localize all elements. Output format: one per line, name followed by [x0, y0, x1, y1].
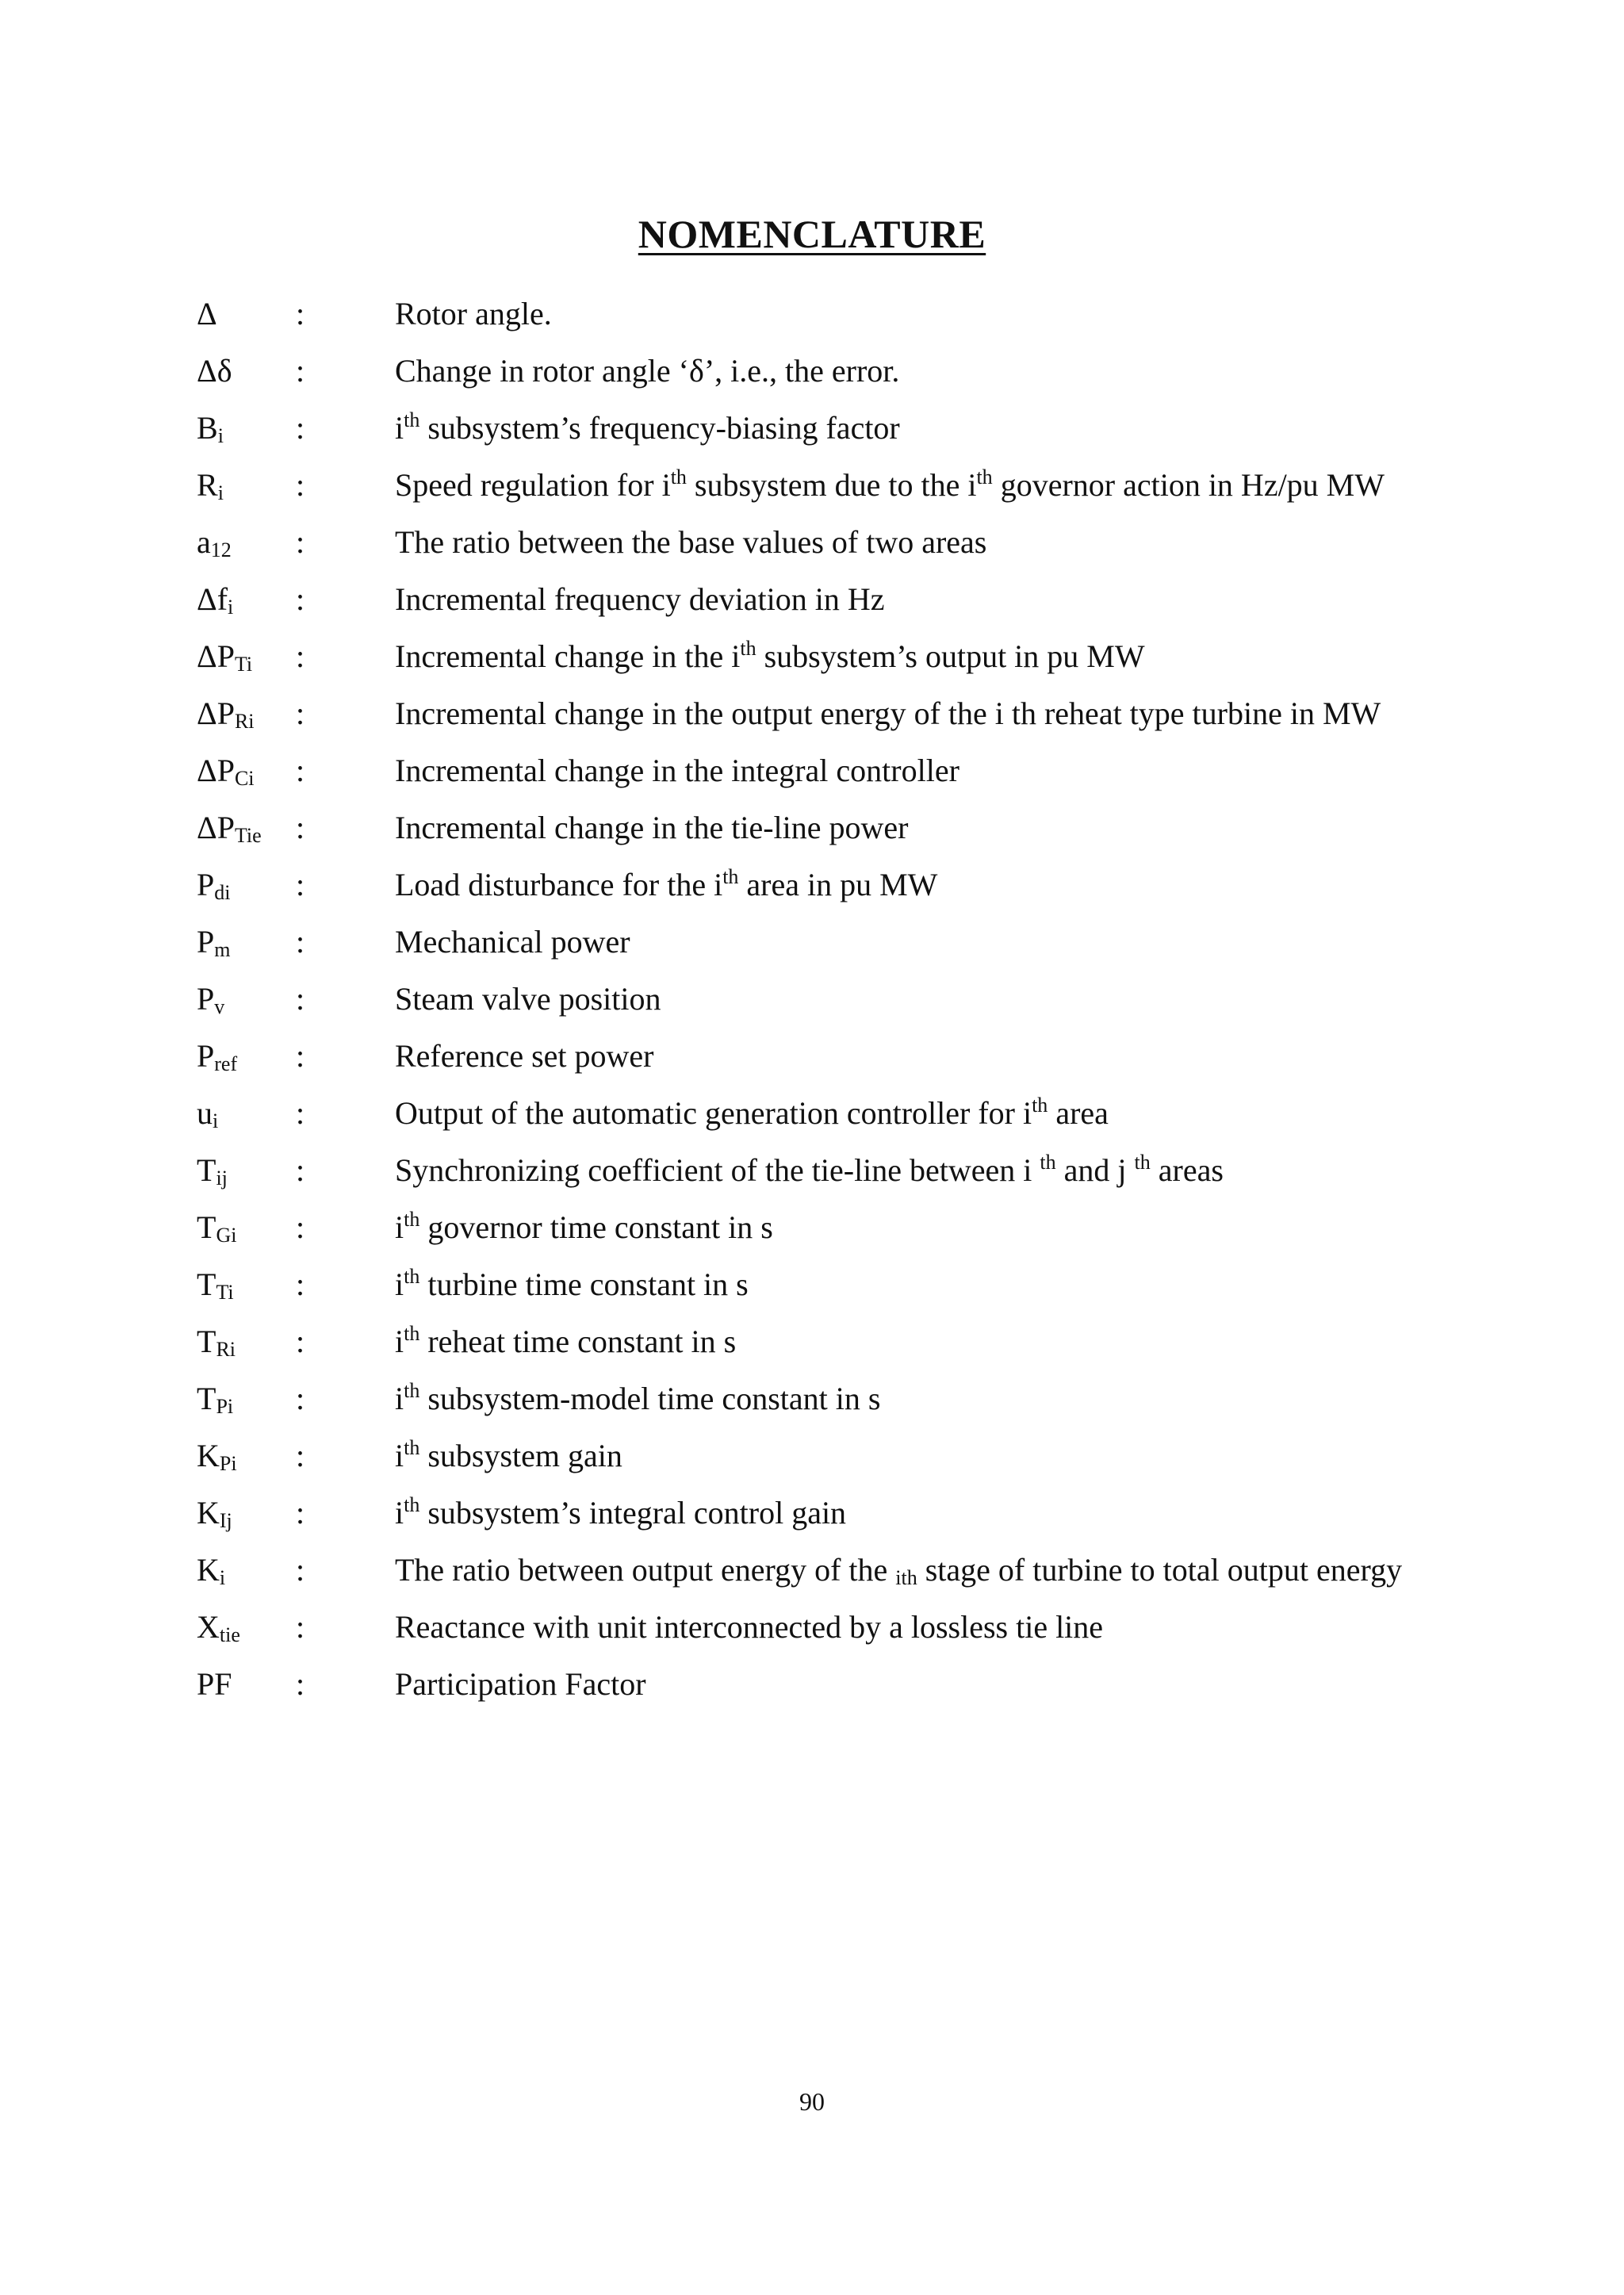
definition-text: Reference set power	[395, 1038, 654, 1074]
nomenclature-entry	[197, 1599, 1442, 1656]
entry-definition	[395, 1427, 1442, 1485]
symbol-base: ΔP	[197, 695, 235, 731]
symbol-subscript: Ti	[216, 1281, 234, 1304]
entry-definition	[395, 1599, 1442, 1656]
symbol-subscript: tie	[219, 1623, 240, 1646]
entry-definition	[395, 285, 1442, 343]
definition-text: subsystem-model time constant in s	[419, 1381, 881, 1416]
entry-separator: :	[296, 1152, 305, 1188]
definition-text: subsystem’s frequency-biasing factor	[419, 410, 900, 446]
nomenclature-entry	[197, 400, 1442, 457]
entry-definition	[395, 514, 1442, 571]
entry-separator: :	[296, 981, 305, 1017]
symbol-subscript: Ri	[216, 1338, 236, 1361]
definition-text: Incremental frequency deviation in Hz	[395, 581, 885, 617]
nomenclature-entry	[197, 1542, 1442, 1599]
nomenclature-list	[197, 285, 1442, 1713]
entry-definition	[395, 1028, 1442, 1085]
definition-text: and j	[1055, 1152, 1135, 1188]
entry-definition	[395, 1542, 1442, 1599]
entry-separator: :	[296, 753, 305, 788]
definition-text: Mechanical power	[395, 924, 630, 960]
definition-text: subsystem due to the i	[686, 467, 977, 503]
entry-symbol	[197, 1542, 296, 1599]
entry-definition	[395, 685, 1442, 742]
entry-separator: :	[296, 581, 305, 617]
nomenclature-entry	[197, 856, 1442, 914]
entry-symbol	[197, 571, 296, 628]
nomenclature-entry	[197, 1085, 1442, 1142]
definition-superscript: th	[976, 466, 993, 489]
nomenclature-entry	[197, 1313, 1442, 1370]
definition-text: reheat time constant in s	[419, 1324, 737, 1359]
entry-definition	[395, 457, 1442, 514]
definition-text: governor action in Hz/pu MW	[992, 467, 1385, 503]
definition-subscript: ith	[895, 1566, 917, 1589]
definition-text: Output of the automatic generation controller for i	[395, 1095, 1032, 1131]
entry-symbol	[197, 400, 296, 457]
symbol-base: P	[197, 1038, 215, 1074]
symbol-subscript: Pi	[219, 1452, 237, 1475]
nomenclature-entry	[197, 628, 1442, 685]
entry-symbol	[197, 1085, 296, 1142]
symbol-subscript: 12	[210, 538, 232, 561]
nomenclature-entry	[197, 285, 1442, 343]
definition-text: Rotor angle.	[395, 296, 552, 331]
nomenclature-entry	[197, 1485, 1442, 1542]
symbol-subscript: di	[214, 881, 231, 904]
entry-separator: :	[296, 1495, 305, 1531]
symbol-subscript: Ij	[219, 1509, 232, 1532]
entry-symbol	[197, 1427, 296, 1485]
nomenclature-entry	[197, 1199, 1442, 1256]
entry-definition	[395, 571, 1442, 628]
entry-definition	[395, 1142, 1442, 1199]
entry-separator: :	[296, 1666, 305, 1702]
definition-text: Synchronizing coefficient of the tie-line between i	[395, 1152, 1040, 1188]
entry-separator: :	[296, 1438, 305, 1473]
definition-superscript: th	[1040, 1151, 1056, 1174]
entry-symbol	[197, 742, 296, 799]
entry-separator: :	[296, 1095, 305, 1131]
entry-separator: :	[296, 467, 305, 503]
definition-text: subsystem gain	[419, 1438, 622, 1473]
definition-superscript: th	[740, 637, 756, 660]
entry-symbol	[197, 1313, 296, 1370]
definition-text: Speed regulation for i	[395, 467, 671, 503]
entry-separator: :	[296, 1381, 305, 1416]
definition-text: i	[395, 410, 404, 446]
entry-separator: :	[296, 810, 305, 845]
definition-text: Steam valve position	[395, 981, 661, 1017]
nomenclature-entry	[197, 1427, 1442, 1485]
symbol-base: Δδ	[197, 353, 232, 389]
symbol-subscript: i	[217, 424, 224, 447]
definition-superscript: th	[722, 865, 739, 888]
definition-text: governor time constant in s	[419, 1209, 773, 1245]
symbol-base: Δ	[197, 296, 217, 331]
entry-separator: :	[296, 1038, 305, 1074]
nomenclature-entry	[197, 343, 1442, 400]
symbol-base: B	[197, 410, 218, 446]
symbol-subscript: Ci	[234, 767, 255, 790]
definition-text: i	[395, 1209, 404, 1245]
symbol-subscript: i	[217, 481, 224, 504]
definition-superscript: th	[670, 466, 687, 489]
symbol-subscript: ij	[216, 1167, 228, 1190]
symbol-base: K	[197, 1438, 220, 1473]
page-number: 90	[799, 2087, 825, 2116]
entry-separator: :	[296, 924, 305, 960]
entry-definition	[395, 1256, 1442, 1313]
entry-symbol	[197, 285, 296, 343]
entry-symbol	[197, 914, 296, 971]
entry-symbol	[197, 1028, 296, 1085]
entry-definition	[395, 1199, 1442, 1256]
entry-symbol	[197, 971, 296, 1028]
symbol-base: a	[197, 524, 211, 560]
entry-separator: :	[296, 1609, 305, 1645]
entry-definition	[395, 1313, 1442, 1370]
nomenclature-entry	[197, 742, 1442, 799]
entry-definition	[395, 742, 1442, 799]
symbol-base: T	[197, 1324, 216, 1359]
definition-text: i	[395, 1266, 404, 1302]
definition-text: area in pu MW	[738, 867, 938, 902]
symbol-base: P	[197, 867, 215, 902]
entry-symbol	[197, 1199, 296, 1256]
entry-definition	[395, 971, 1442, 1028]
entry-definition	[395, 1370, 1442, 1427]
nomenclature-entry	[197, 1656, 1442, 1713]
symbol-subscript: i	[213, 1109, 219, 1132]
entry-separator: :	[296, 1324, 305, 1359]
definition-text: areas	[1150, 1152, 1224, 1188]
symbol-subscript: v	[214, 995, 225, 1018]
definition-superscript: th	[404, 1436, 420, 1459]
page-title: NOMENCLATURE	[638, 212, 986, 256]
entry-symbol	[197, 628, 296, 685]
symbol-base: K	[197, 1552, 220, 1588]
symbol-base: PF	[197, 1666, 232, 1702]
definition-text: Load disturbance for the i	[395, 867, 723, 902]
entry-separator: :	[296, 695, 305, 731]
nomenclature-entry	[197, 514, 1442, 571]
symbol-base: u	[197, 1095, 213, 1131]
nomenclature-entry	[197, 1028, 1442, 1085]
entry-symbol	[197, 1370, 296, 1427]
symbol-base: Δf	[197, 581, 228, 617]
entry-definition	[395, 856, 1442, 914]
entry-definition	[395, 1656, 1442, 1713]
entry-separator: :	[296, 296, 305, 331]
nomenclature-entry	[197, 799, 1442, 856]
symbol-subscript: i	[219, 1566, 226, 1589]
symbol-base: T	[197, 1266, 216, 1302]
symbol-subscript: i	[228, 596, 234, 619]
symbol-subscript: Tie	[234, 824, 262, 847]
entry-definition	[395, 343, 1442, 400]
definition-text: Incremental change in the integral controller	[395, 753, 959, 788]
definition-text: The ratio between the base values of two areas	[395, 524, 987, 560]
definition-text: The ratio between output energy of the	[395, 1552, 896, 1588]
nomenclature-entry	[197, 457, 1442, 514]
nomenclature-entry	[197, 685, 1442, 742]
definition-superscript: th	[404, 1493, 420, 1516]
entry-separator: :	[296, 638, 305, 674]
symbol-base: ΔP	[197, 638, 235, 674]
symbol-base: T	[197, 1209, 216, 1245]
entry-definition	[395, 914, 1442, 971]
entry-definition	[395, 628, 1442, 685]
entry-separator: :	[296, 353, 305, 389]
definition-superscript: th	[404, 1265, 420, 1288]
definition-text: Incremental change in the i	[395, 638, 741, 674]
symbol-base: P	[197, 924, 215, 960]
entry-symbol	[197, 1599, 296, 1656]
definition-text: Incremental change in the output energy of the i th reheat type turbine in MW	[395, 695, 1381, 731]
entry-definition	[395, 799, 1442, 856]
nomenclature-entry	[197, 1142, 1442, 1199]
symbol-base: T	[197, 1381, 216, 1416]
symbol-base: X	[197, 1609, 220, 1645]
entry-separator: :	[296, 410, 305, 446]
symbol-base: T	[197, 1152, 216, 1188]
entry-symbol	[197, 799, 296, 856]
definition-superscript: th	[404, 408, 420, 431]
definition-text: turbine time constant in s	[419, 1266, 749, 1302]
definition-superscript: th	[404, 1379, 420, 1402]
definition-text: stage of turbine to total output energy	[917, 1552, 1403, 1588]
symbol-base: K	[197, 1495, 220, 1531]
definition-text: Participation Factor	[395, 1666, 646, 1702]
entry-definition	[395, 1485, 1442, 1542]
entry-definition	[395, 1085, 1442, 1142]
entry-symbol	[197, 1656, 296, 1713]
definition-text: area	[1048, 1095, 1109, 1131]
nomenclature-entry	[197, 971, 1442, 1028]
nomenclature-entry	[197, 1256, 1442, 1313]
definition-text: i	[395, 1324, 404, 1359]
entry-symbol	[197, 1142, 296, 1199]
symbol-subscript: ref	[214, 1052, 238, 1075]
entry-symbol	[197, 1256, 296, 1313]
entry-separator: :	[296, 1209, 305, 1245]
definition-text: Change in rotor angle ‘δ’, i.e., the error.	[395, 353, 900, 389]
definition-superscript: th	[1134, 1151, 1151, 1174]
nomenclature-entry	[197, 571, 1442, 628]
symbol-base: P	[197, 981, 215, 1017]
nomenclature-entry	[197, 1370, 1442, 1427]
symbol-subscript: Pi	[216, 1395, 234, 1418]
entry-symbol	[197, 856, 296, 914]
definition-text: i	[395, 1495, 404, 1531]
entry-symbol	[197, 1485, 296, 1542]
symbol-base: ΔP	[197, 810, 235, 845]
entry-separator: :	[296, 524, 305, 560]
entry-symbol	[197, 457, 296, 514]
entry-symbol	[197, 343, 296, 400]
symbol-subscript: Gi	[216, 1224, 237, 1247]
entry-separator: :	[296, 867, 305, 902]
definition-superscript: th	[404, 1322, 420, 1345]
definition-text: i	[395, 1438, 404, 1473]
nomenclature-entry	[197, 914, 1442, 971]
symbol-subscript: m	[214, 938, 231, 961]
symbol-subscript: Ri	[234, 710, 255, 733]
definition-text: Incremental change in the tie-line power	[395, 810, 909, 845]
entry-symbol	[197, 685, 296, 742]
definition-text: subsystem’s output in pu MW	[756, 638, 1145, 674]
symbol-subscript: Ti	[234, 653, 253, 676]
definition-superscript: th	[1032, 1094, 1048, 1117]
entry-definition	[395, 400, 1442, 457]
symbol-base: ΔP	[197, 753, 235, 788]
entry-symbol	[197, 514, 296, 571]
entry-separator: :	[296, 1552, 305, 1588]
definition-superscript: th	[404, 1208, 420, 1231]
entry-separator: :	[296, 1266, 305, 1302]
definition-text: subsystem’s integral control gain	[419, 1495, 847, 1531]
definition-text: i	[395, 1381, 404, 1416]
definition-text: Reactance with unit interconnected by a lossless tie line	[395, 1609, 1104, 1645]
symbol-base: R	[197, 467, 218, 503]
